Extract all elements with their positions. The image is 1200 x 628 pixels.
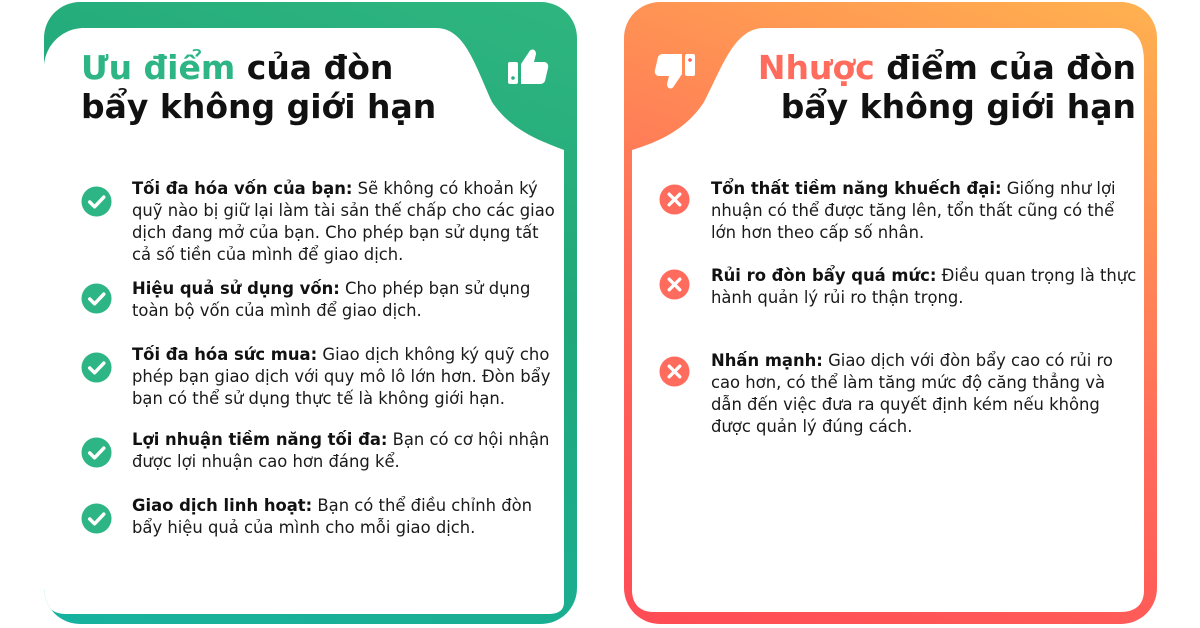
pros-item [132, 278, 557, 322]
cons-item [711, 178, 1141, 244]
x-circle-icon [659, 184, 690, 215]
pros-item-text [132, 429, 557, 473]
pros-item-title: Tối đa hóa vốn của bạn: [132, 179, 353, 198]
cons-item-title: Nhấn mạnh: [711, 351, 823, 370]
pros-item-title: Tối đa hóa sức mua: [132, 345, 318, 364]
cons-item-desc: Điều quan trọng là thực hành quản lý rủi ro thận trọng. [711, 266, 1137, 307]
x-circle-icon [659, 269, 690, 300]
check-icon [81, 503, 112, 534]
check-icon [81, 352, 112, 383]
pros-item-title: Giao dịch linh hoạt: [132, 496, 313, 515]
pros-item-desc: Cho phép bạn sử dụng toàn bộ vốn của mình để giao dịch. [132, 279, 531, 320]
cons-title-rest: điểm của đòn bẩy không giới hạn [780, 48, 1136, 126]
pros-item-text [132, 495, 557, 539]
x-circle-icon [659, 356, 690, 387]
pros-item-desc: Bạn có cơ hội nhận được lợi nhuận cao hơn đáng kể. [132, 430, 550, 471]
pros-item-title: Hiệu quả sử dụng vốn: [132, 279, 340, 298]
pros-title-rest: của đòn bẩy không giới hạn [81, 48, 437, 126]
cons-title [736, 48, 1136, 126]
pros-item-desc: Sẽ không có khoản ký quỹ nào bị giữ lại làm tài sản thế chấp cho các giao dịch đang mở của bạn. Cho phép bạn sử dụng tất cả số tiền của mình để giao dịch. [132, 179, 555, 264]
cons-item-text [711, 178, 1141, 244]
pros-item-desc: Bạn có thể điều chỉnh đòn bẩy hiệu quả của mình cho mỗi giao dịch. [132, 496, 533, 537]
pros-item-text [132, 278, 557, 322]
cons-item-title: Tổn thất tiềm năng khuếch đại: [711, 179, 1002, 198]
pros-item-text [132, 344, 557, 410]
cons-item [711, 265, 1141, 309]
check-icon [81, 283, 112, 314]
pros-title [81, 48, 471, 126]
cons-item-desc: Giao dịch với đòn bẩy cao có rủi ro cao hơn, có thể làm tăng mức độ căng thẳng và dẫn đến việc đưa ra quyết định kém nếu không được quản lý đúng cách. [711, 351, 1113, 436]
cons-item-title: Rủi ro đòn bẩy quá mức: [711, 266, 937, 285]
check-icon [81, 437, 112, 468]
thumbs-up-icon [507, 46, 549, 86]
pros-item-title: Lợi nhuận tiềm năng tối đa: [132, 430, 388, 449]
cons-item-desc: Giống như lợi nhuận có thể được tăng lên, tổn thất cũng có thể lớn hơn theo cấp số nhân. [711, 179, 1116, 242]
check-icon [81, 186, 112, 217]
pros-item-desc: Giao dịch không ký quỹ cho phép bạn giao dịch với quy mô lô lớn hơn. Đòn bẩy bạn có thể sử dụng thực tế là không giới hạn. [132, 345, 551, 408]
cons-item-text [711, 265, 1141, 309]
cons-item-text [711, 350, 1141, 438]
pros-item [132, 178, 557, 266]
pros-title-highlight: Ưu điểm [81, 48, 236, 87]
pros-panel [44, 2, 577, 624]
cons-title-highlight: Nhược [757, 48, 875, 87]
cons-item [711, 350, 1141, 438]
pros-item-text [132, 178, 557, 266]
cons-panel [624, 2, 1157, 624]
pros-item [132, 429, 557, 473]
pros-item [132, 344, 557, 410]
thumbs-down-icon [654, 52, 696, 92]
pros-item [132, 495, 557, 539]
